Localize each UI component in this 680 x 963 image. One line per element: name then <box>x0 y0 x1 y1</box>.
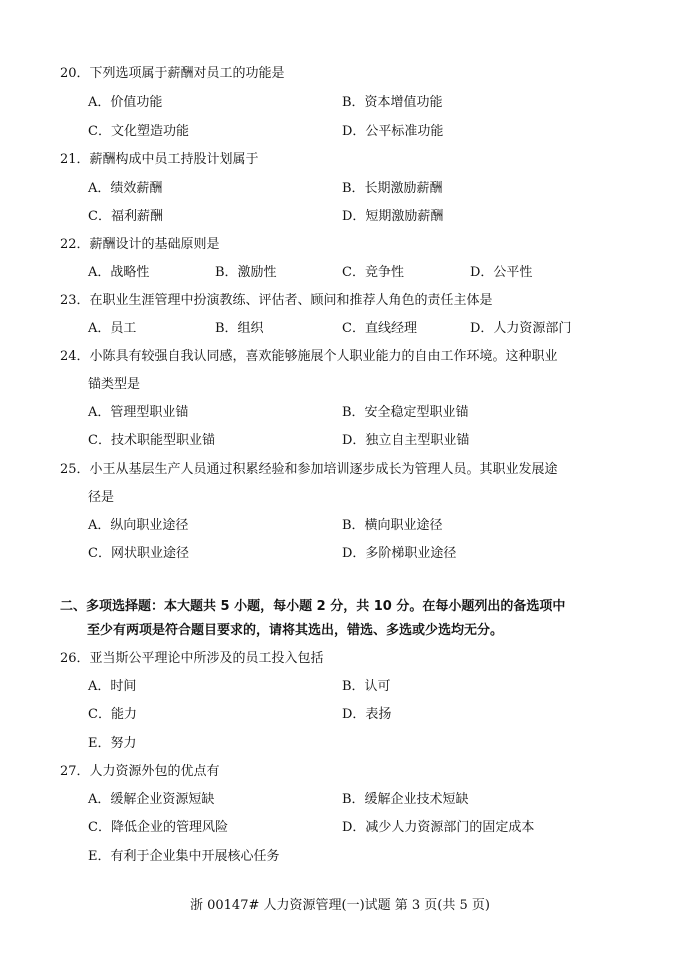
question-23-stem: 23．在职业生涯管理中扮演教练、评估者、顾问和推荐人角色的责任主体是 <box>60 293 493 308</box>
question-24-stem-continued: 锚类型是 <box>88 377 141 392</box>
question-24-option-d: D．独立自主型职业锚 <box>342 433 470 448</box>
question-22-option-c: C．竞争性 <box>342 265 404 280</box>
question-26-option-a: A．时间 <box>88 679 137 694</box>
question-24-option-b: B．安全稳定型职业锚 <box>342 405 469 420</box>
question-27-option-a: A．缓解企业资源短缺 <box>88 792 215 807</box>
question-22-option-a: A．战略性 <box>88 265 150 280</box>
question-25-stem-continued: 径是 <box>88 490 115 505</box>
question-21-option-d: D．短期激励薪酬 <box>342 209 444 224</box>
question-24-option-a: A．管理型职业锚 <box>88 405 189 420</box>
question-24-option-c: C．技术职能型职业锚 <box>88 433 215 448</box>
question-23-option-c: C．直线经理 <box>342 321 417 336</box>
question-20-stem: 20．下列选项属于薪酬对员工的功能是 <box>60 66 285 81</box>
section-2-instructions: 至少有两项是符合题目要求的，请将其选出，错选、多选或少选均无分。 <box>87 623 504 638</box>
question-23-option-b: B．组织 <box>215 321 264 336</box>
question-21-option-c: C．福利薪酬 <box>88 209 163 224</box>
question-27-option-c: C．降低企业的管理风险 <box>88 820 228 835</box>
page-footer: 浙 00147# 人力资源管理(一)试题 第 3 页(共 5 页) <box>189 898 490 913</box>
question-25-option-d: D．多阶梯职业途径 <box>342 546 457 561</box>
question-27-stem: 27．人力资源外包的优点有 <box>60 764 220 779</box>
question-20-option-d: D．公平标准功能 <box>342 124 444 139</box>
question-22-option-d: D．公平性 <box>470 265 533 280</box>
question-22-option-b: B．激励性 <box>215 265 277 280</box>
question-26-option-c: C．能力 <box>88 707 137 722</box>
question-21-option-a: A．绩效薪酬 <box>88 181 163 196</box>
section-2-heading: 二、多项选择题：本大题共 5 小题，每小题 2 分，共 10 分。在每小题列出的备选项中 <box>60 599 566 614</box>
question-20-option-c: C．文化塑造功能 <box>88 124 189 139</box>
question-21-stem: 21．薪酬构成中员工持股计划属于 <box>60 152 259 167</box>
question-25-option-a: A．纵向职业途径 <box>88 518 189 533</box>
question-26-option-e: E．努力 <box>88 736 137 751</box>
question-20-option-b: B．资本增值功能 <box>342 95 443 110</box>
question-23-option-a: A．员工 <box>88 321 137 336</box>
question-23-option-d: D．人力资源部门 <box>470 321 572 336</box>
question-25-option-b: B．横向职业途径 <box>342 518 443 533</box>
question-26-option-d: D．表扬 <box>342 707 392 722</box>
question-21-option-b: B．长期激励薪酬 <box>342 181 443 196</box>
question-26-stem: 26．亚当斯公平理论中所涉及的员工投入包括 <box>60 651 324 666</box>
question-24-stem: 24．小陈具有较强自我认同感，喜欢能够施展个人职业能力的自由工作环境。这种职业 <box>60 349 558 364</box>
question-27-option-d: D．减少人力资源部门的固定成本 <box>342 820 535 835</box>
question-25-stem: 25．小王从基层生产人员通过积累经验和参加培训逐步成长为管理人员。其职业发展途 <box>60 462 558 477</box>
question-27-option-e: E．有利于企业集中开展核心任务 <box>88 849 280 864</box>
question-27-option-b: B．缓解企业技术短缺 <box>342 792 469 807</box>
question-22-stem: 22．薪酬设计的基础原则是 <box>60 237 220 252</box>
question-26-option-b: B．认可 <box>342 679 391 694</box>
question-20-option-a: A．价值功能 <box>88 95 163 110</box>
question-25-option-c: C．网状职业途径 <box>88 546 189 561</box>
